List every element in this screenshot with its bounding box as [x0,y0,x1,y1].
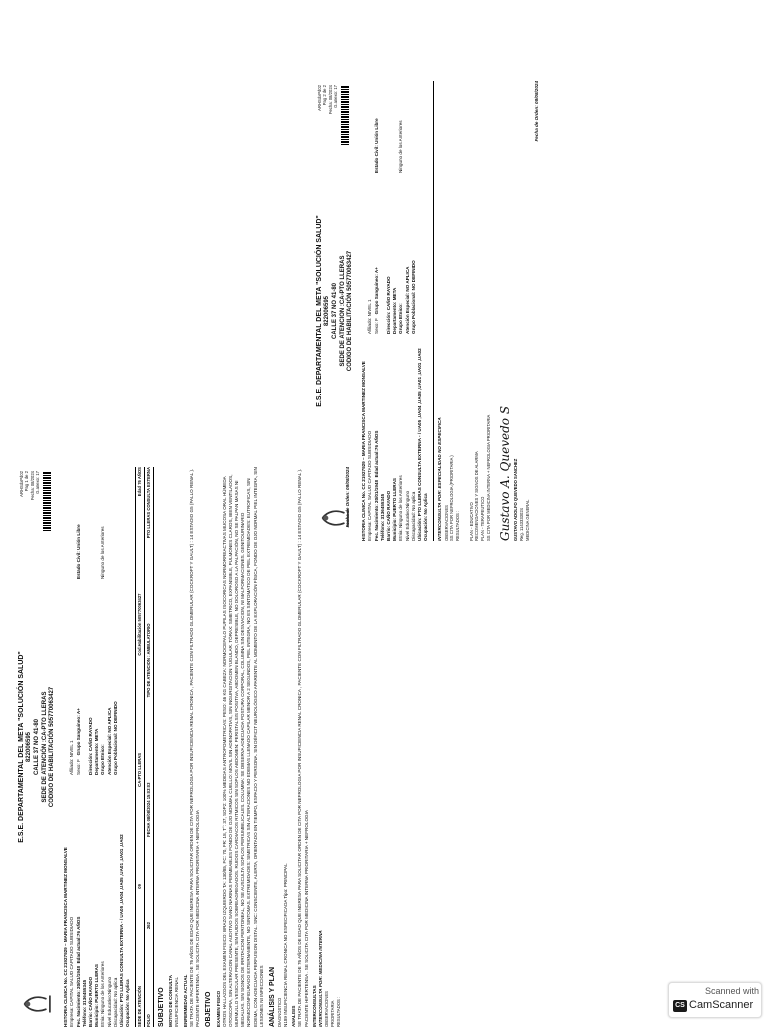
page-number: Pag 2 [322,94,328,106]
page-2-corner-info [317,85,349,145]
attention-bar-2 [145,467,154,1027]
section-objetivo: OBJETIVO [205,991,213,1027]
bar-edad: Edad 76 AÑOS [137,467,143,497]
patient-grupo-poblacional: Grupo Poblacional: NO DEFINIDO [410,260,416,334]
patient-grupo-poblacional: Grupo Poblacional: NO DEFINIDO [112,701,118,775]
patient-info [63,467,131,1027]
patient-atencion-especial: Atención Especial: NO APLICA [404,266,410,334]
patient-edad: Edad actual:76 AÑOS [75,916,81,964]
interconsulta-por: INTERCONSULTA POR: ESPECIALIDAD NO ESPECIFICA [437,417,443,541]
patient-afiliado: Afiliado: NIVEL 1 [367,299,373,334]
form-annex: G.anexo: 17 [35,471,41,494]
fecha-orden: Fecha de Orden: 08/08/2024 [345,467,351,528]
patient-discapacidad: Discapacidad: No aplica [112,977,118,1027]
patient-sexo: Sexo: F [373,318,379,334]
bar-folio-label: FOLIO [146,1014,152,1027]
analisis-text: SE TRATA DE PACIENTE DE 76 AÑOS DE EDAD QUE INGRESA PARA SOLICITAR ORDEN DE CITA POR NEFROLOGIA POR INSUFICIENCIA RENAL CRONICA , PACIENTE CON FILTRADO GLOMERULAR (COCKROFT Y GAULT) : 14 ESTADIO G5 (FALLO RENAL ). PACIENTE HIPERTENSA . SE SOLICITA CITA POR MEDICINA INTERNA PRIORITARIA + NEFROLOGIA [297,468,309,1027]
bar-cod-habilitacion: Cod.Habilitación 505770063427 [137,593,143,656]
plan-educativo-text: RECOMENDACIONES Y SIGNOS DE ALARMA [474,451,480,541]
interconsultas-label: INTERCONSULTAS [311,985,317,1027]
patient-discapacidad: Discapacidad: No aplica [410,491,416,541]
patient-hc: HISTORIA CLINICA No. CC 21927929 – MARIA FRANCISCA MARTINEZ MONSALVE [361,361,367,541]
camscanner-logo-icon: CS [673,1000,687,1012]
plan-terapeutico-text: SS CITA POR MEDICINA INTERNA + NEFROLOGIA PRIORITARIA [485,414,491,541]
bar-folio: 262 [146,922,152,930]
diagnostico-label: DIAGNOSTICO [277,997,283,1027]
resultados-label: RESULTADOS : [454,510,460,541]
section-subjetivo: SUBJETIVO [157,987,165,1027]
bar-sede-name: CA-PTO LLERAS [137,752,143,787]
motivo-text: INSUFICIENCIA RENAL [174,976,180,1027]
doctor-name: GUSTAVO ADOLFO QUEVEDO SANCHEZ [513,458,519,541]
patient-estado-civil: Estado Civil: Unión Libre [75,524,81,579]
barcode-icon [341,85,349,145]
interconsulta-block [433,81,540,541]
page-number: Pag 1 [24,480,30,492]
scanner-line2: CamScanner [689,999,754,1011]
observaciones-text: PRIORITARIA [329,1000,335,1027]
patient-estado-civil: Estado Civil: Unión Libre [373,118,379,173]
page-1-header [17,467,57,1027]
patient-ubicacion: Ubicación: PTO LLERAS CONSULTA EXTERNA - / UA05 ,UA04 ,UA05 ,UA01 ,UA01 ,UA02 [118,834,124,1027]
form-date: Fecha: 08/2024 [29,471,35,501]
patient-sexo: Sexo: F [75,759,81,775]
patient-grupo-etnico-label: Grupo Etnico: [100,744,106,775]
patient-ocupacion: Ocupación: No Aplica [423,493,429,541]
entity-name: E.S.E. DEPARTAMENTAL DEL META "SOLUCIÓN SALUD" [18,651,25,843]
doctor-registro: Reg. 1143333024 [519,508,525,541]
entity-sede: SEDE DE ATENCION :CA-PTO LLERAS [339,255,346,367]
doctor-signature: Gustavo A. Quevedo S [498,405,513,541]
patient-fec-nac: Fec. Nacimiento: 20/01/1948 [75,965,81,1027]
patient-nivel-educativo: Nivel Educativo:Ninguno [404,490,410,541]
ese-logo-icon [21,987,55,1021]
scanner-line1: Scanned with [705,986,760,996]
bar-sede-label: SEDE DE ATENCIÓN [137,986,143,1027]
patient-grupo-sanguineo: Grupo Sanguineo: A+ [373,267,379,315]
patient-departamento: Departamento: META [392,287,398,334]
entity-nit: 822006595 [26,731,33,763]
patient-etnia: Etnia: Ninguno de los Anteriores [398,475,404,541]
patient-direccion: Dirección: CAÑO RAYADO [88,717,94,775]
page-total: de 2 [322,85,328,94]
enfermedad-text: SE TRATA DE PACIENTE DE 76 AÑOS DE EDAD QUE INGRESA PARA SOLICITAR ORDEN DE CITA POR NEFROLOGIA POR INSUFICIENCIA RENAL CRONICA , PACIENTE CON FILTRADO GLOMERULAR (COCKROFT Y GAULT) : 14 ESTADIO G5 (FALLO RENAL ). PACIENTE HIPERTENSA . SE SOLICITA CITA POR MEDICINA INTERNA PRIORITARIA + NEFROLOGIA [188,468,200,1027]
patient-empresa: Empresa: CAPITAL SALUD CAPITADO SUBSIDIADO [69,916,75,1027]
patient-empresa: Empresa: CAPITAL SALUD CAPITADO SUBSIDIADO [367,430,373,541]
document-page-2 [315,81,645,541]
patient-telefono: Teléfono: 3136455345 [379,493,385,541]
doctor-especialidad: MEDICINA GENERAL [524,499,530,541]
patient-nivel-educativo: Nivel Educativo:Ninguno [106,976,112,1027]
form-code: ARHSdxPd02 [19,471,24,497]
entity-address: CALLE 37 NO 41-80 [33,718,40,776]
patient-atencion-especial: Atención Especial: NO APLICA [106,707,112,775]
entity-sede: SEDE DE ATENCIÓN :CA-PTO LLERAS [41,691,48,803]
ese-logo-icon [319,501,353,535]
patient-telefono: Teléfono: 3136455345 [81,979,87,1027]
observaciones-text: SS CITA POR NEFROLOGIA (PRIORITARIA ) [449,455,455,541]
patient-hc: HISTORIA CLINICA No. CC 21927929 – MARIA FRANCISCA MARTINEZ MONSALVE [63,847,69,1027]
plan-educativo-label: PLAN - EDUCATIVO [468,502,474,541]
form-code: ARHSdxPd02 [317,85,322,111]
patient-municipio: Municipio: PUERTO LLERAS [392,478,398,541]
analisis-label: ANALISIS [291,1005,297,1027]
resultados-label: RESULTADOS : [335,996,341,1027]
bar-fecha: FECHA 08/08/2024 15:03:03 [146,782,152,837]
patient-municipio: Municipio: PUERTO LLERAS [94,964,100,1027]
plan-terapeutico-label: PLAN - TERAPEUTICO [479,496,485,541]
patient-direccion: Dirección: CAÑO RAYADO [386,276,392,334]
page-2-header [315,81,355,541]
entity-nit: 822006595 [324,295,331,327]
page-1-corner-info [19,471,51,531]
patient-afiliado: Afiliado: NIVEL 1 [69,740,75,775]
page-total: de 2 [24,471,30,480]
fecha-orden: Fecha de Orden: 08/08/2024 [534,81,540,142]
form-date: Fecha: 08/2024 [327,85,333,115]
diagnostico-text: N189 INSUFICIENCIA RENAL CRONICA NO ESPECIFICADA Tipo: PRINCIPAL [283,863,289,1027]
entity-address: CALLE 37 NO 41-80 [331,282,338,340]
section-analisis-plan: ANÁLISIS Y PLAN [269,966,276,1027]
motivo-label: MOTIVO DE CONSULTA [168,975,174,1027]
interconsulta-por: INTERCONSULTA POR: MEDICINA INTERNA [318,930,324,1027]
observaciones-label: OBSERVACIONES [443,505,449,541]
patient-grupo-etnico-label: Grupo Etnico: [398,303,404,334]
attention-bar-1 [135,467,145,1027]
document-page-1 [17,467,437,1027]
entity-habilitacion: CODIGO DE HABILITACIÓN 505770063427 [347,250,354,372]
patient-etnia: Etnia: Ninguno de los Anteriores [100,961,106,1027]
form-annex: G.anexo: 17 [333,85,339,108]
barcode-icon [43,471,51,531]
patient-grupo-sanguineo: Grupo Sanguineo: A+ [75,708,81,756]
patient-grupo-etnico: Ninguno de los Anteriores [398,120,404,173]
entity-name: E.S.E. DEPARTAMENTAL DEL META "SOLUCIÓN SALUD" [316,215,323,407]
bar-servicio: PTO LLERAS CONSULTA EXTERNA [146,467,152,539]
bar-sede-code: 09 [137,884,143,889]
patient-departamento: Departamento: META [94,728,100,775]
enfermedad-label: ENFERMEDAD ACTUAL [182,974,188,1027]
patient-info [361,81,429,541]
observaciones-label: OBSERVACIONES [324,991,330,1027]
entity-habilitacion: CODIGO DE HABILITACIÓN 505770063427 [49,686,56,808]
patient-barrio: Barrio: CAÑO RAYADO [88,976,94,1027]
camscanner-badge [668,982,762,1018]
examen-text: OTROS HALLAZGOS DEL EXAMEN FISICO: BRAZO IZQUIERDO TA: 130/85, FC: 70, FR: 18, T°: 37, SOP2: 100% MEDIDAS ANTROPOMETRICAS: PESO: 46 KG CABEZA: NORMOCEFALO PUPILAS ISOCORICAS NORMORREACTIVAS MUCOSA ORAL HÚMEDA OTOSCOPIA, SIN ALTERACION CANAL AUDITIVO SANO NARINAS PERMEABLES FONDO DE OJO NORMAL CUELLO: MOVIL SIN ADENOPATIAS, SIN INGURGITACION YUGULAR. TÓRAX: SIMETRICO, EXPANSIBLE, PULMONES CLAROS, BIEN VENTILADOS, MURMULLO VESICULAR PRESENTE, SIN RUIDOS SOBREAGREGADOS. RUIDOS CARDIACOS RITMICOS SIN SOPLOS ABDOMEN: PERISTALSIS POSITIVA, ABDOMEN BLANDO, DEPRESIBLE, NO DOLOROSO A LA PALPACIÓN, NO SE PALPAN MASAS NI MEGALIAS. SIN SIGNOS DE IRRITACION PERITONEAL, NO SE AUSCULTA SOPLOS PERIUMBILICALES. COLUMNA: SE OBSERVA ADECUADA POSTURA CORPORAL, COLUMNA SIN DESVIACION, NI MALFORMACIONES. GENITOURINARIO NORMOCONFIGURADO EXTERNAMENTE, NO SINTOMAS. EXTREMIDADES: SIMETRICAS SIN ALTERACIONES NO EDEMAS LLENADO CAPILAR MENOR A 2 SEGUNDOS, PIEL INTEGRA, NO ES SINTOMATICO DE PIEL EXTREMIDADES: EUTROFICAS, SIN EDEMA, CON ADECUADA PERFUSION DISTAL. SNC: CONSCIENTE, ALERTA, ORIENTADO EN TIEMPO, ESPACIO Y PERSONA. SIN DÉFICIT NEUROLÓGICO APARENTE AL MOMENTO DE LA EXPLORACIÓN FÍSICA, FONDO DE OJO NORMAL PIEL INTEGRA, SIN LESIONES NI INFECCIONES [221,467,264,1027]
patient-ubicacion: Ubicación: PTO LLERAS CONSULTA EXTERNA - / UA05 ,UA04 ,UA05 ,UA01 ,UA01 ,UA02 [416,348,422,541]
patient-grupo-etnico: Ninguno de los Anteriores [100,526,106,579]
patient-barrio: Barrio: CAÑO RAYADO [386,490,392,541]
patient-fec-nac: Fec. Nacimiento: 20/01/1948 [373,479,379,541]
patient-ocupacion: Ocupación: No Aplica [125,979,131,1027]
examen-label: EXAMEN FISICO [215,990,221,1027]
bar-tipo-atencion: TIPO DE ATENCION : AMBULATORIO [146,623,152,698]
patient-edad: Edad actual:76 AÑOS [373,430,379,478]
